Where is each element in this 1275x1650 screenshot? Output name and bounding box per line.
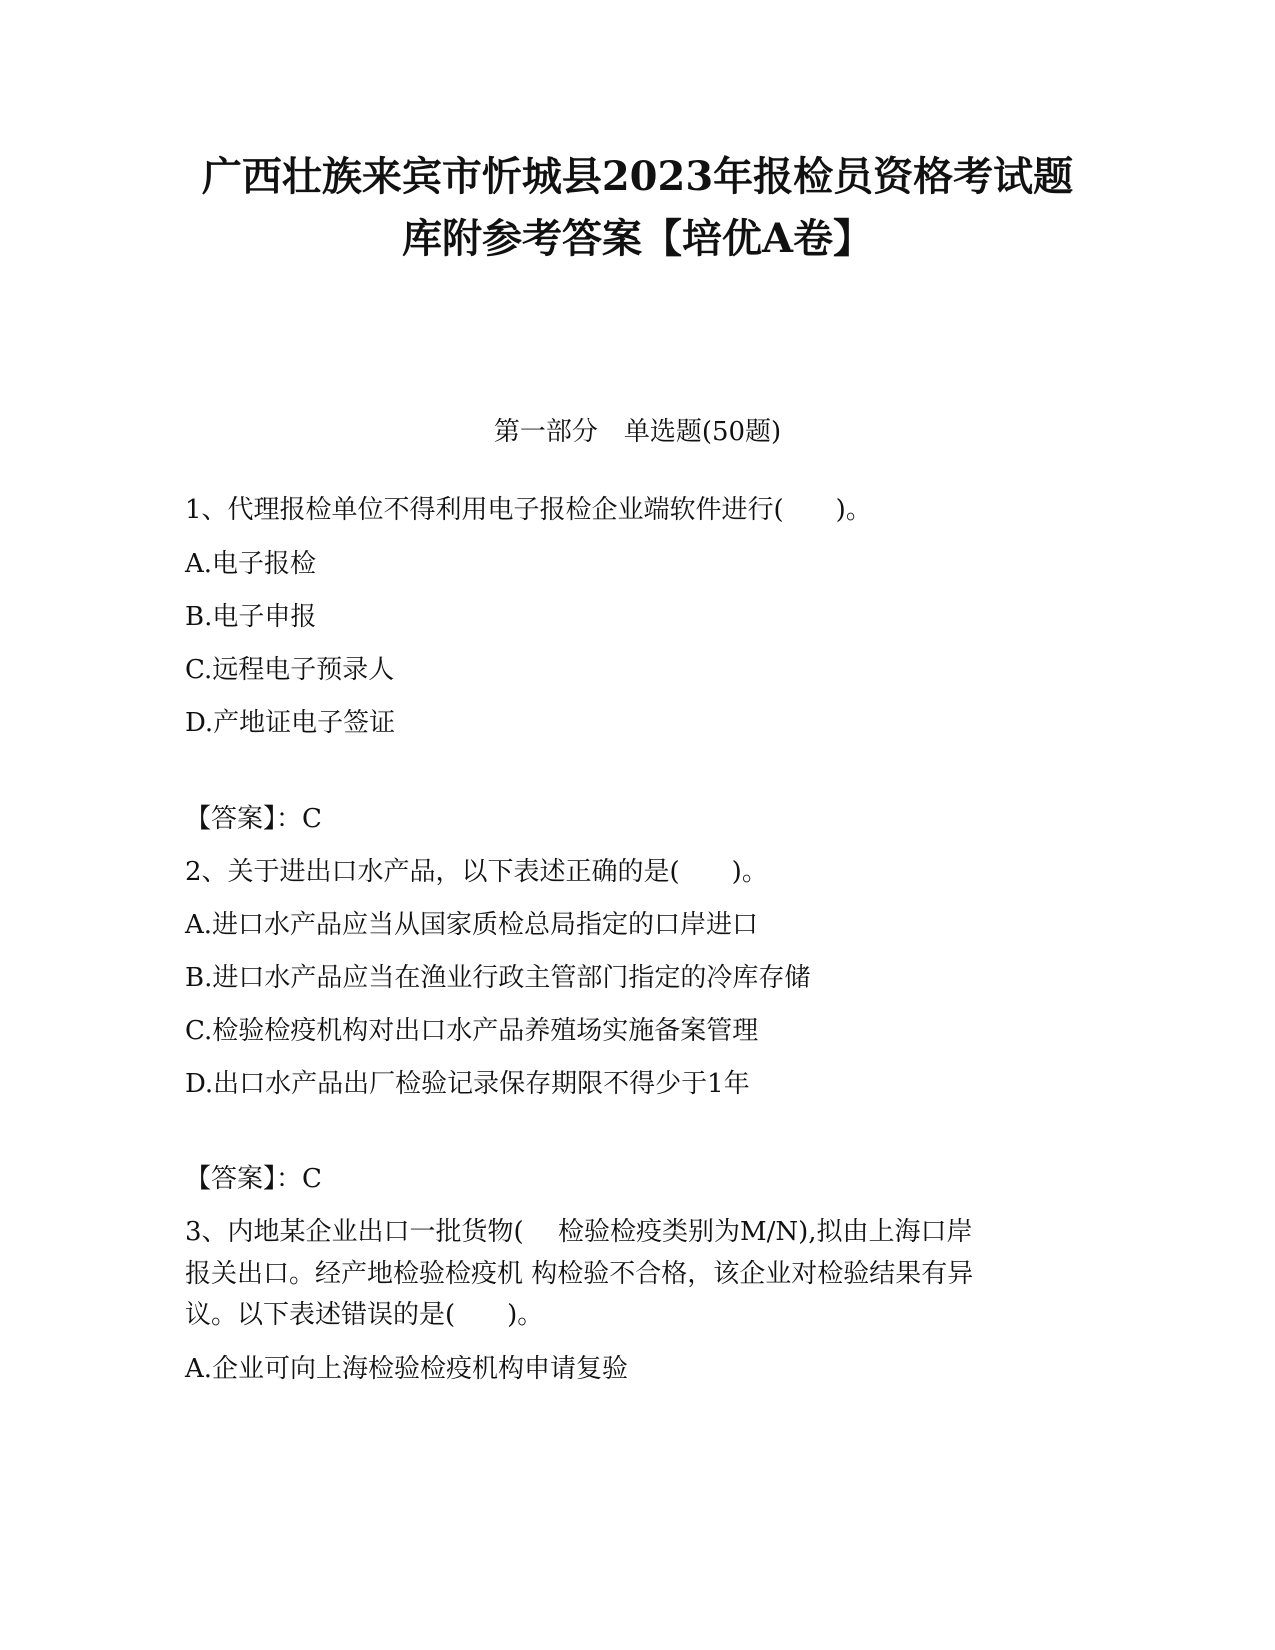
question-2-option-b: B.进口水产品应当在渔业行政主管部门指定的冷库存储 — [185, 963, 811, 993]
question-2-option-a: A.进口水产品应当从国家质检总局指定的口岸进口 — [185, 910, 759, 940]
question-1-option-c: C.远程电子预录人 — [185, 655, 395, 685]
question-3-option-a: A.企业可向上海检验检疫机构申请复验 — [185, 1354, 629, 1384]
question-1-stem: 1、代理报检单位不得利用电子报检企业端软件进行( )。 — [185, 495, 872, 525]
question-1-answer: 【答案】：C — [185, 804, 322, 834]
question-1-option-a: A.电子报检 — [185, 549, 317, 579]
question-1-option-d: D.产地证电子签证 — [185, 708, 396, 738]
document-title-line-1: 广西壮族来宾市忻城县2023年报检员资格考试题 — [201, 153, 1074, 200]
question-1-option-b: B.电子申报 — [185, 602, 317, 632]
question-3-stem-line-3: 议。以下表述错误的是( )。 — [185, 1300, 544, 1330]
section-heading: 第一部分 单选题(50题) — [493, 417, 782, 447]
question-3-stem-line-2: 报关出口。经产地检验检疫机 构检验不合格，该企业对检验结果有异 — [185, 1259, 974, 1289]
document-title-line-2: 库附参考答案【培优A卷】 — [401, 215, 874, 262]
question-2-stem: 2、关于进出口水产品，以下表述正确的是( )。 — [185, 857, 768, 887]
question-3-stem-line-1: 3、内地某企业出口一批货物( 检验检疫类别为M/N),拟由上海口岸 — [185, 1217, 973, 1247]
question-2-option-d: D.出口水产品出厂检验记录保存期限不得少于1年 — [185, 1069, 750, 1099]
question-2-option-c: C.检验检疫机构对出口水产品养殖场实施备案管理 — [185, 1016, 759, 1046]
question-2-answer: 【答案】：C — [185, 1164, 322, 1194]
